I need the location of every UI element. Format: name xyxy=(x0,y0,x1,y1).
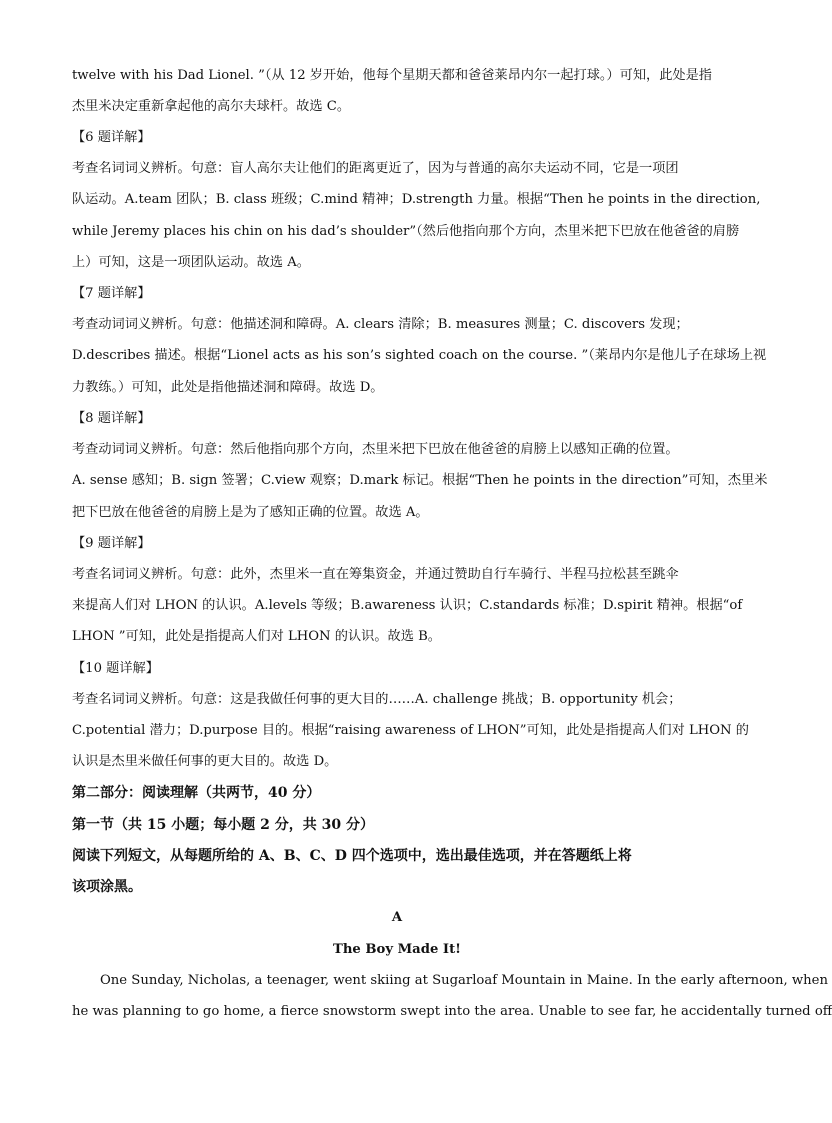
text-line: A. sense 感知；B. sign 签署；C.view 观察；D.mark 标记。根据“Then he points in the direction”可知，杰里米 xyxy=(72,473,768,488)
text-line: 上）可知，这是一项团队运动。故选 A。 xyxy=(72,255,310,270)
text-line: 把下巴放在他爸爸的肩膀上是为了感知正确的位置。故选 A。 xyxy=(72,505,429,520)
text-line: 考查名词词义辨析。句意：盲人高尔夫让他们的距离更近了，因为与普通的高尔夫运动不同，它是一项团 xyxy=(72,161,679,176)
subsection-title: 第一节（共 15 小题；每小题 2 分，共 30 分） xyxy=(72,817,374,833)
question-heading: 【8 题详解】 xyxy=(72,411,151,426)
passage-label: A xyxy=(391,910,403,925)
text-line: 队运动。A.team 团队；B. class 班级；C.mind 精神；D.strength 力量。根据“Then he points in the direction, xyxy=(72,192,761,207)
passage-text: he was planning to go home, a fierce snowstorm swept into the area. Unable to see far, he accidentally turned off xyxy=(72,1004,832,1019)
text-line: 考查名词词义辨析。句意：此外，杰里米一直在筹集资金，并通过赞助自行车骑行、半程马拉松甚至跳伞 xyxy=(72,567,679,582)
text-line: 来提高人们对 LHON 的认识。A.levels 等级；B.awareness 认识；C.standards 标准；D.spirit 精神。根据“of xyxy=(72,598,743,613)
text-line: 考查动词词义辨析。句意：他描述洞和障碍。A. clears 清除；B. measures 测量；C. discovers 发现； xyxy=(72,317,689,332)
text-line: 力教练。）可知，此处是指他描述洞和障碍。故选 D。 xyxy=(72,380,384,395)
text-line: while Jeremy places his chin on his dad’s shoulder”（然后他指向那个方向，杰里米把下巴放在他爸爸的肩膀 xyxy=(72,224,740,239)
question-heading: 【9 题详解】 xyxy=(72,536,151,551)
text-line: 杰里米决定重新拿起他的高尔夫球杆。故选 C。 xyxy=(72,99,351,114)
text-line: 考查动词词义辨析。句意：然后他指向那个方向，杰里米把下巴放在他爸爸的肩膀上以感知正确的位置。 xyxy=(72,442,679,457)
section-title: 第二部分：阅读理解（共两节，40 分） xyxy=(72,785,321,801)
question-heading: 【10 题详解】 xyxy=(72,661,159,676)
text-line: 认识是杰里米做任何事的更大目的。故选 D。 xyxy=(72,754,338,769)
question-heading: 【7 题详解】 xyxy=(72,286,151,301)
passage-text: One Sunday, Nicholas, a teenager, went skiing at Sugarloaf Mountain in Maine. In the early afternoon, when xyxy=(100,973,828,988)
text-line: D.describes 描述。根据“Lionel acts as his son’s sighted coach on the course. ”（莱昂内尔是他儿子在球场上视 xyxy=(72,348,767,363)
passage-title: The Boy Made It! xyxy=(333,942,461,957)
text-line: C.potential 潜力；D.purpose 目的。根据“raising awareness of LHON”可知，此处是指提高人们对 LHON 的 xyxy=(72,723,749,738)
text-line: 考查名词词义辨析。句意：这是我做任何事的更大目的……A. challenge 挑战；B. opportunity 机会； xyxy=(72,692,682,707)
text-line: LHON ”可知，此处是指提高人们对 LHON 的认识。故选 B。 xyxy=(72,629,441,644)
instruction-text: 该项涂黑。 xyxy=(72,879,142,895)
question-heading: 【6 题详解】 xyxy=(72,130,151,145)
text-line: twelve with his Dad Lionel. ”（从 12 岁开始，他每个星期天都和爸爸莱昂内尔一起打球。）可知，此处是指 xyxy=(72,68,712,83)
instruction-text: 阅读下列短文，从每题所给的 A、B、C、D 四个选项中，选出最佳选项，并在答题纸上将 xyxy=(72,848,632,864)
